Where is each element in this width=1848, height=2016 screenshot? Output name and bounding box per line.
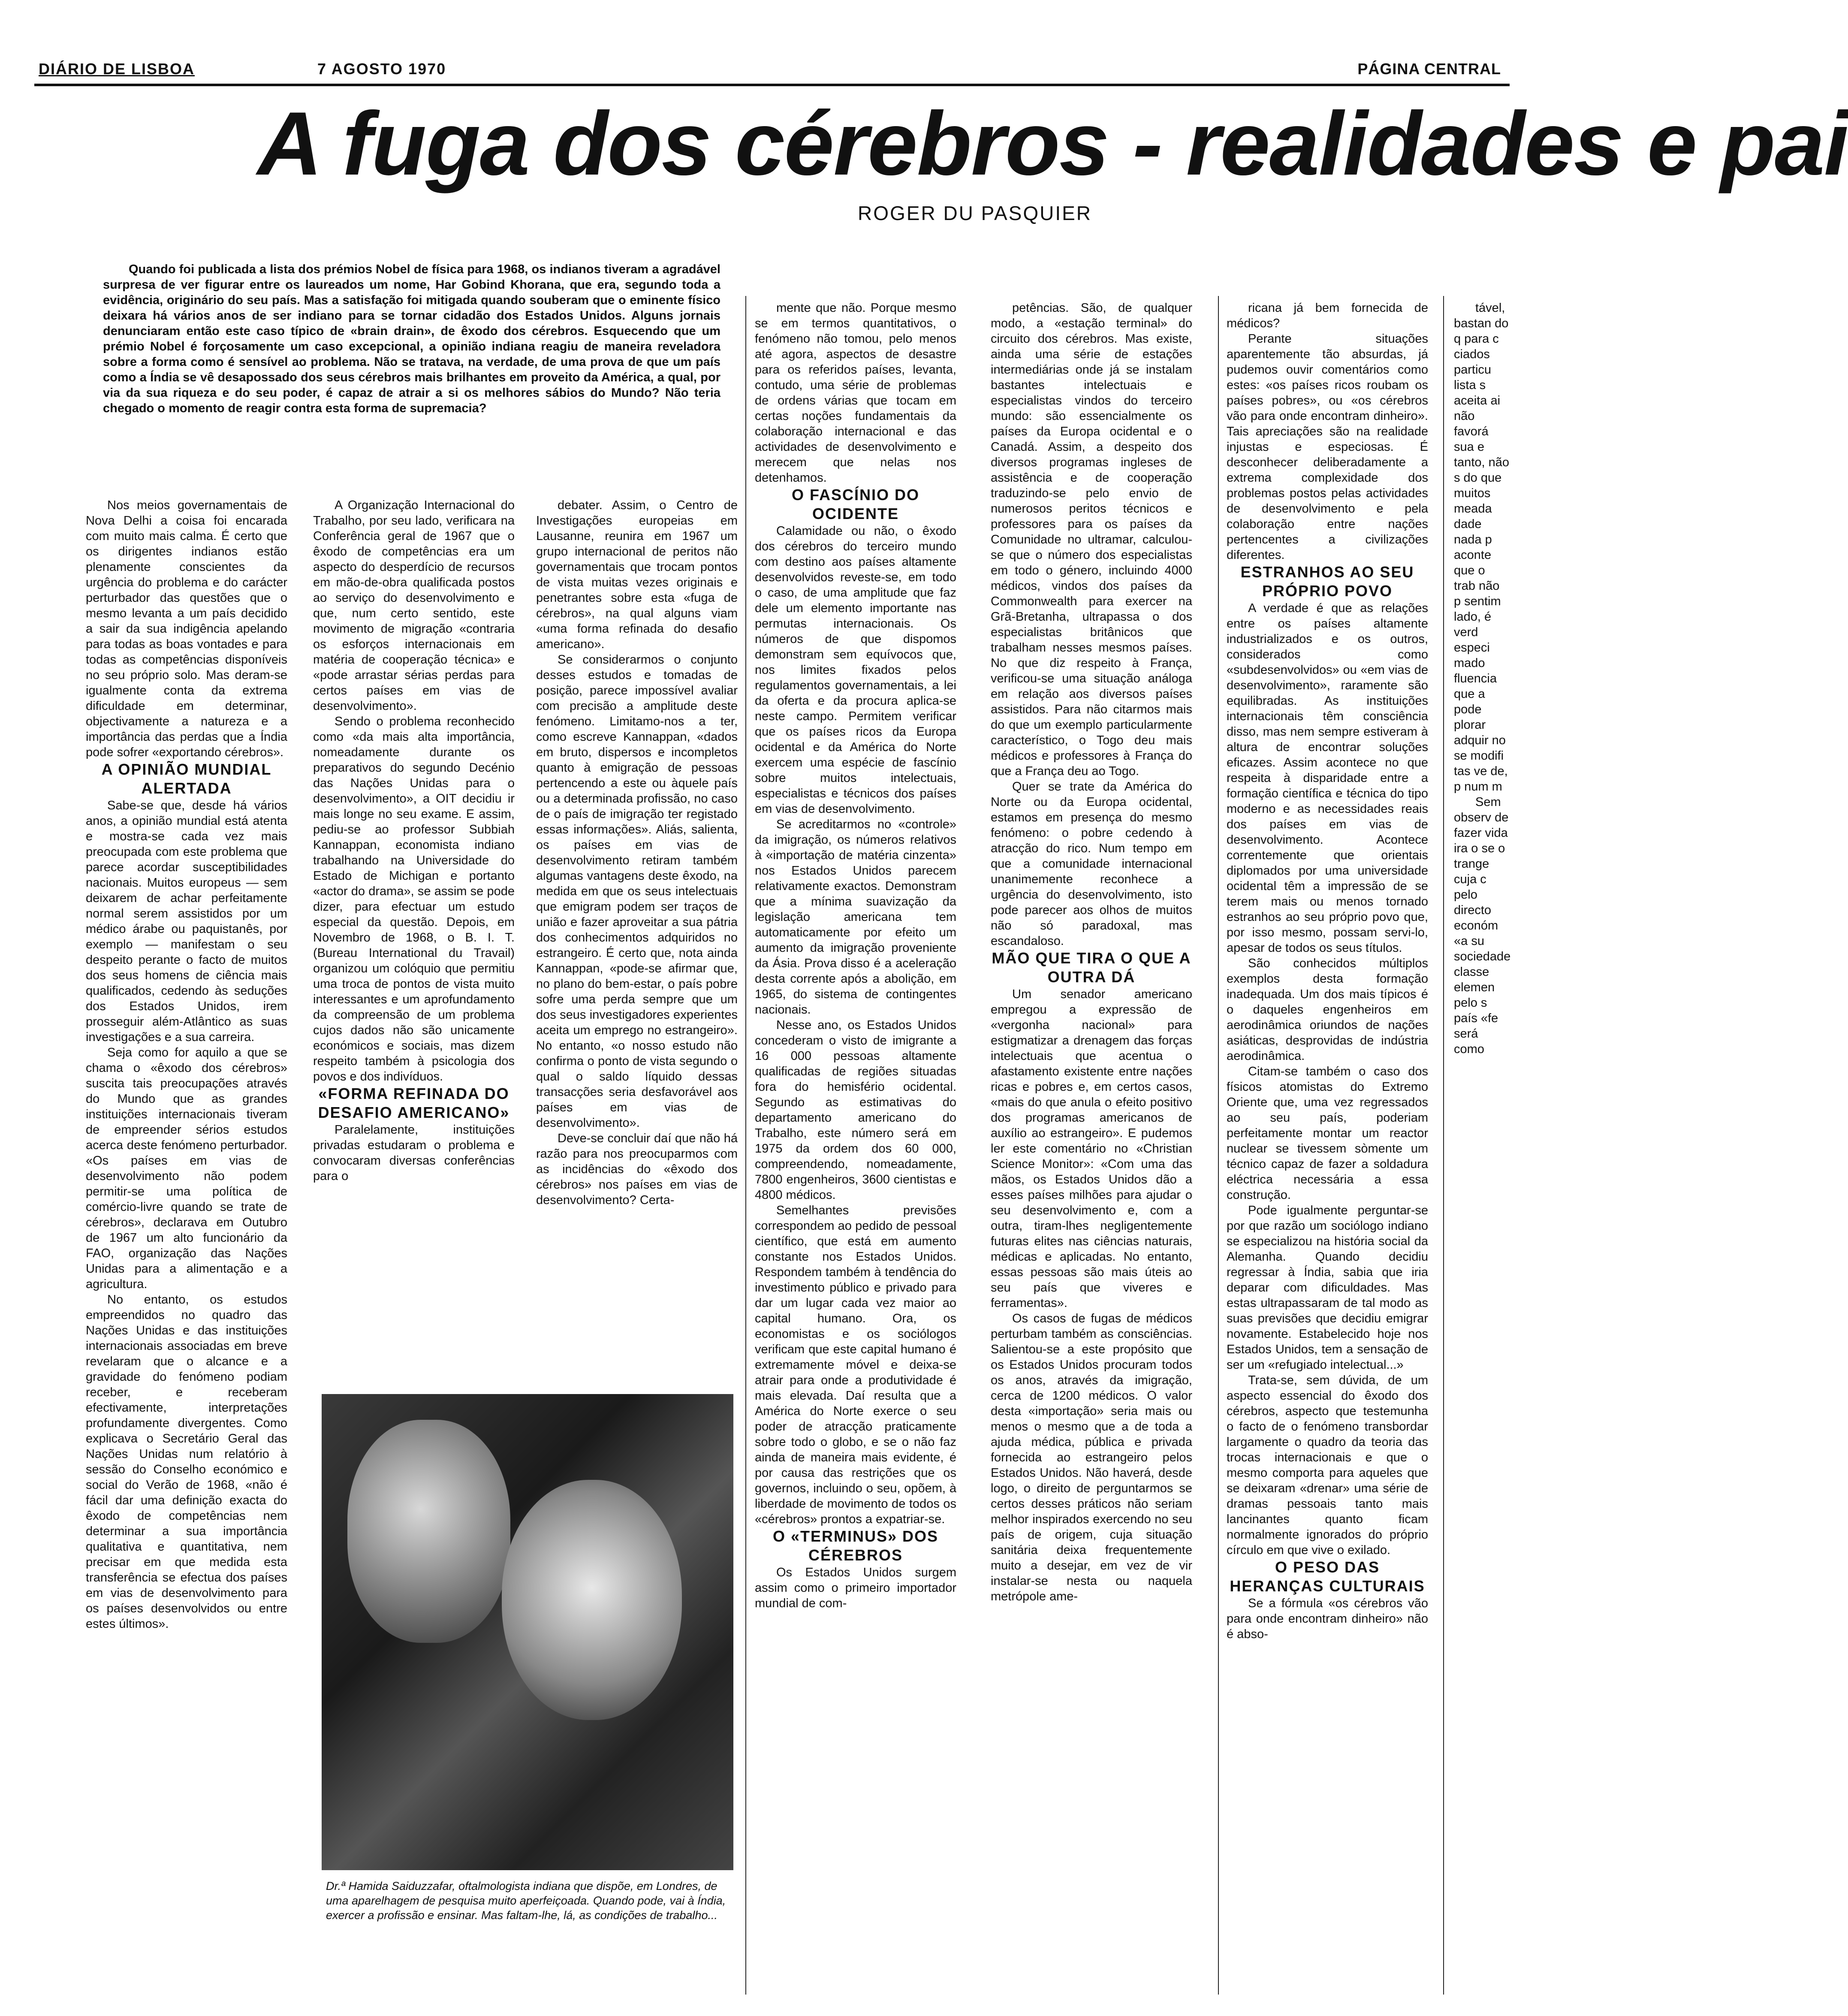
subhead: MÃO QUE TIRA O QUE A OUTRA DÁ	[992, 949, 1191, 986]
subhead: O «TERMINUS» DOS CÉREBROS	[772, 1527, 939, 1564]
photo-figure-doctor	[502, 1480, 682, 1720]
article-photo	[322, 1394, 733, 1870]
paragraph: No entanto, os estudos empreendidos no quadro das Nações Unidas e das instituições internacionais associadas em breve revelaram que o alcance e a gravidade do fenómeno podiam receber, e receberam efectivamente, interpretações profundamente divergentes. Como explicava o Secretário Geral das Nações Unidas num relatório à sessão do Conselho económico e social do Verão de 1968, «não é fácil dar uma definição exacta do êxodo de competências nem determinar a sua importância qualitativa e quantitativa, nem precisar em que medida esta transferência se efectua dos países em vias de desenvolvimento para os países desenvolvidos ou entre estes últimos».	[86, 1293, 287, 1631]
paragraph: Paralelamente, instituições privadas estudaram o problema e convocaram diversas conferências para o	[313, 1123, 515, 1183]
subhead: O FASCÍNIO DO OCIDENTE	[791, 486, 920, 522]
column-7-cropped	[1454, 300, 1510, 1995]
column-divider	[1443, 296, 1444, 1995]
paragraph: A verdade é que as relações entre os países altamente industrializados e os outros, considerados como «subdesenvolvidos» ou «em vias de desenvolvimento», raramente são equilibradas. As instituições internacionais têm consciência disso, mas nem sempre estiveram à altura de encontrar soluções eficazes. Assim acontece no que respeita à disparidade entre a formação científica e técnica do tipo moderno e as necessidades reais dos países em vias de desenvolvimento. Acontece correntemente que orientais diplomados por uma universidade ocidental têm a impressão de se terem mais ou menos tornado estranhos ao seu próprio povo que, por isso mesmo, possam servi-lo, apesar de todos os seus títulos.	[1227, 601, 1428, 955]
paragraph: Quer se trate da América do Norte ou da Europa ocidental, estamos em presença do mesmo fenómeno: o pobre cedendo à atracção do rico. Num tempo em que a comunidade internacional unanimemente reconhece a urgência do desenvolvimento, isto pode parecer aos olhos de muitos não só paradoxal, mas escandaloso.	[991, 780, 1192, 948]
subhead: «FORMA REFINADA DO DESAFIO AMERICANO»	[318, 1085, 510, 1121]
header-rule	[34, 84, 1510, 86]
paragraph: tável, bastan do q para c ciados particu lista s aceita ai não favorá sua e tanto, não s do que muitos meada dade nada p aconte que o trab não p sentim lado, é verd especi mado fluencia que a pode plorar adquir no se modifi tas ve de, p num m	[1454, 301, 1509, 794]
photo-figure-patient	[347, 1420, 510, 1643]
column-6	[1227, 300, 1428, 1995]
issue-date: 7 AGOSTO 1970	[317, 60, 446, 78]
column-3	[536, 498, 738, 1381]
photo-caption: Dr.ª Hamida Saiduzzafar, oftalmologista indiana que dispõe, em Londres, de uma aparelhagem de pesquisa muito aperfeiçoada. Quando pode, vai à Índia, exercer a profissão e ensinar. Mas faltam-lhe, lá, as condições de trabalho...	[326, 1880, 726, 1922]
page-header	[39, 60, 1510, 86]
paragraph: Nesse ano, os Estados Unidos concederam o visto de imigrante a 16 000 pessoas altamente qualificadas de regiões situadas fora do hemisfério ocidental. Segundo as estimativas do departamento americano do Trabalho, este número será em 1975 da ordem dos 60 000, compreendendo, nomeadamente, 7800 engenheiros, 3600 cientistas e 4800 médicos.	[755, 1018, 956, 1202]
paragraph: Nos meios governamentais de Nova Delhi a coisa foi encarada com muito mais calma. É certo que os dirigentes indianos estão plenamente conscientes da urgência do problema e do carácter perturbador das questões que o mesmo levanta a um país decidido a sair da sua indigência apelando para todas as boas vontades e para todas as competências disponíveis no seu próprio solo. Mas deram-se igualmente conta da extrema dificuldade em determinar, objectivamente a natureza e a importância das perdas que a Índia pode sofrer «exportando cérebros».	[86, 498, 287, 759]
column-5	[991, 300, 1192, 1995]
subhead: O PESO DAS HERANÇAS CULTURAIS	[1230, 1558, 1425, 1595]
paragraph: ricana já bem fornecida de médicos?	[1227, 301, 1428, 330]
paragraph: Perante situações aparentemente tão absurdas, já pudemos ouvir comentários como estes: «os países ricos roubam os países pobres», ou «os cérebros vão para onde encontram dinheiro». Tais apreciações são na realidade injustas e especiosas. É desconhecer deliberadamente a extrema complexidade dos problemas postos pelas actividades de desenvolvimento e pela colaboração entre nações pertencentes a civilizações diferentes.	[1227, 332, 1428, 562]
paragraph: debater. Assim, o Centro de Investigações europeias em Lausanne, reunira em 1967 um grupo internacional de peritos não governamentais que trocam pontos de vista muitas vezes originais e penetrantes sobre esta «fuga de cérebros», na qual alguns viam «uma forma refinada do desafio americano».	[536, 498, 738, 651]
article-headline: A fuga dos cérebros - realidades e pai	[257, 93, 1848, 194]
paragraph: Calamidade ou não, o êxodo dos cérebros do terceiro mundo com destino aos países altamente desenvolvidos reveste-se, em todo o caso, de uma amplitude que faz dele um elemento importante nas permutas internacionais. Os números de que dispomos demonstram sem equívocos que, nos limites fixados pelos regulamentos governamentais, a lei da oferta e da procura aplica-se neste campo. Permitem verificar que os países ricos da Europa ocidental e da América do Norte exercem uma espécie de fascínio sobre muitos intelectuais, especialistas e técnicos dos países em vias de desenvolvimento.	[755, 524, 956, 816]
paragraph: Seja como for aquilo a que se chama o «êxodo dos cérebros» suscita tais preocupações através do Mundo que as grandes instituições internacionais tiveram de empreender sérios estudos acerca deste fenómeno perturbador. «Os países em vias de desenvolvimento não podem permitir-se uma política de comércio-livre quando se trate de cérebros», declarava em Outubro de 1967 um alto funcionário da FAO, organização das Nações Unidas para a alimentação e a agricultura.	[86, 1046, 287, 1291]
paragraph: Um senador americano empregou a expressão de «vergonha nacional» para estigmatizar a drenagem das forças intelectuais que acentua o afastamento existente entre nações ricas e pobres e, em certos casos, «mais do que anula o efeito positivo dos programas americanos de auxílio ao estrangeiro». E pudemos ler este comentário no «Christian Science Monitor»: «Com uma das mãos, os Estados Unidos dão a esses países milhões para ajudar o seu desenvolvimento e, com a outra, tiram-lhes negligentemente futuras elites nas ciências naturais, médicas e aplicadas. No entanto, essas pessoas são mais úteis ao seu país que viveres e ferramentas».	[991, 987, 1192, 1310]
article-byline: ROGER DU PASQUIER	[858, 202, 1092, 224]
paragraph: Os Estados Unidos surgem assim como o primeiro importador mundial de com-	[755, 1566, 956, 1610]
paragraph: Semelhantes previsões correspondem ao pedido de pessoal científico, que está em aumento constante nos Estados Unidos. Respondem também à tendência do investimento público e privado para dar um lugar cada vez maior ao capital humano. Ora, os economistas e os sociólogos verificam que este capital humano é extremamente móvel e deixa-se atrair para onde a produtividade é mais elevada. Daí resulta que a América do Norte exerce o seu poder de atracção praticamente sobre todo o globo, e se o não faz ainda de maneira mais evidente, é por causa das restrições que os governos, incluindo o seu, opõem, à liberdade de movimento de todos os «cérebros» prontos a expatriar-se.	[755, 1204, 956, 1526]
paragraph: Pode igualmente perguntar-se por que razão um sociólogo indiano se especializou na história social da Alemanha. Quando decidiu regressar à Índia, sabia que iria deparar com dificuldades. Mas estas ultrapassaram de tal modo as suas previsões que decidiu emigrar novamente. Estabelecido hoje nos Estados Unidos, tem a sensação de ser um «refugiado intelectual...»	[1227, 1204, 1428, 1372]
section-label: PÁGINA CENTRAL	[1357, 60, 1501, 78]
paragraph: Citam-se também o caso dos físicos atomistas do Extremo Oriente que, uma vez regressados ao seu país, poderiam perfeitamente montar um reactor nuclear se tivessem sòmente um técnico capaz de fazer a soldadura eléctrica necessária a essa construção.	[1227, 1065, 1428, 1202]
paragraph: Trata-se, sem dúvida, de um aspecto essencial do êxodo dos cérebros, aspecto que testemunha o facto de o fenómeno transbordar largamente o quadro da teoria das trocas internacionais e que o mesmo comporta para aqueles que se deixaram «drenar» uma série de dramas pessoais tanto mais lancinantes quanto ficam normalmente ignorados do próprio círculo em que vive o exilado.	[1227, 1373, 1428, 1557]
paragraph: A Organização Internacional do Trabalho, por seu lado, verificara na Conferência geral de 1967 que o êxodo de competências era um aspecto do desperdício de recursos em mão-de-obra qualificada postos ao serviço do desenvolvimento e que, num certo sentido, este movimento de migração «contraria os esforços internacionais em matéria de cooperação técnica» e «pode arrastar sérias perdas para certos países em vias de desenvolvimento».	[313, 498, 515, 713]
column-2	[313, 498, 515, 1381]
paragraph: São conhecidos múltiplos exemplos desta formação inadequada. Um dos mais típicos é o daqueles engenheiros em aerodinâmica oriundos de nações asiáticas, desprovidas de indústria aerodinâmica.	[1227, 957, 1428, 1063]
article-lead: Quando foi publicada a lista dos prémios Nobel de física para 1968, os indianos tiveram a agradável surpresa de ver figurar entre os laureados um nome, Har Gobind Khorana, que era, segundo toda a evidência, originário do seu país. Mas a satisfação foi mitigada quando souberam que o eminente físico deixara há vários anos de ser indiano para se tornar cidadão dos Estados Unidos. Alguns jornais denunciaram então este caso típico de «brain drain», de êxodo dos cérebros. Esquecendo que um prémio Nobel é forçosamente um caso excepcional, a opinião indiana reagiu de maneira reveladora sobre a forma como é sensível ao problema. Não se tratava, na verdade, de uma prova de que um país como a Índia se vê desapossado dos seus cérebros mais brilhantes em proveito da América, a qual, por via da sua riqueza e do seu poder, é capaz de atrair a si os melhores sábios do Mundo? Não teria chegado o momento de reagir contra esta forma de supremacia?	[103, 263, 721, 415]
paragraph: Sabe-se que, desde há vários anos, a opinião mundial está atenta e mostra-se cada vez mais preocupada com este problema que parece acordar susceptibilidades nacionais. Muitos europeus — sem deixarem de achar perfeitamente normal serem assistidos por um médico árabe ou paquistanês, por exemplo — manifestam o seu despeito perante o facto de muitos dos seus homens de ciência mais qualificados, cedendo às seduções dos Estados Unidos, irem prosseguir além-Atlântico as suas investigações e a sua carreira.	[86, 799, 287, 1044]
column-1	[86, 498, 287, 1995]
paragraph: petências. São, de qualquer modo, a «estação terminal» do circuito dos cérebros. Mas existe, ainda uma série de estações intermediárias onde já se instalam bastantes intelectuais e especialistas vindos do terceiro mundo: são essencialmente os países da Europa ocidental e o Canadá. Assim, a despeito dos diversos programas ingleses de assistência e de cooperação traduzindo-se pelo envio de numerosos peritos técnicos e professores para os países da Comunidade no ultramar, calculou-se que o número dos especialistas em todo o género, incluindo 4000 médicos, vindos dos países da Commonwealth para exercer na Grã-Bretanha, ultrapassa o dos especialistas britânicos que trabalham nesses mesmos países. No que diz respeito à França, verificou-se uma situação análoga em relação aos diversos países assistidos. Para não citarmos mais do que um exemplo particularmente característico, o Togo deu mais médicos e professores à França do que a França deu ao Togo.	[991, 301, 1192, 778]
column-4	[755, 300, 956, 1995]
newspaper-name: DIÁRIO DE LISBOA	[39, 60, 195, 78]
paragraph: Se acreditarmos no «controle» da imigração, os números relativos à «importação de matéria cinzenta» nos Estados Unidos parecem relativamente exactos. Demonstram que a mínima suavização da legislação americana tem automaticamente por efeito um aumento da imigração proveniente da Ásia. Prova disso é a aceleração desta corrente após a abolição, em 1965, do sistema de contingentes nacionais.	[755, 818, 956, 1017]
paragraph: Sendo o problema reconhecido como «da mais alta importância, nomeadamente durante os preparativos do segundo Decénio das Nações Unidas para o desenvolvimento», a OIT decidiu ir mais longe no seu exame. E assim, pediu-se ao professor Subbiah Kannappan, economista indiano trabalhando na Universidade do Estado de Michigan e portanto «actor do drama», se assim se pode dizer, para efectuar um estudo especial da questão. Depois, em Novembro de 1968, o B. I. T. (Bureau International du Travail) organizou um colóquio que permitiu uma troca de pontos de vista muito interessantes e um aprofundamento da compreensão de um problema cujos dados não são unicamente económicos e sociais, mas dizem respeito também à psicologia dos povos e dos indivíduos.	[313, 715, 515, 1083]
paragraph: Os casos de fugas de médicos perturbam também as consciências. Salientou-se a este propósito que os Estados Unidos procuram todos os anos, através da imigração, cerca de 1200 médicos. O valor desta «importação» seria mais ou menos o mesmo que a de toda a ajuda médica, pública e privada fornecida ao estrangeiro pelos Estados Unidos. Não haverá, desde logo, o direito de perguntarmos se certos desses práticos não seriam melhor inspirados exercendo no seu país de origem, cuja situação sanitária deixa frequentemente muito a desejar, em vez de vir instalar-se nesta ou naquela metrópole ame-	[991, 1312, 1192, 1603]
subhead: A OPINIÃO MUNDIAL ALERTADA	[101, 761, 272, 797]
paragraph: Se considerarmos o conjunto desses estudos e tomadas de posição, parece impossível avaliar com precisão a amplitude deste fenómeno. Limitamo-nos a ter, como escreve Kannappan, «dados em bruto, dispersos e incompletos quanto à emigração de pessoas pertencendo a este ou àquele país ou a determinada profissão, no caso de o país de imigração ter registado essas informações». Aliás, salienta, os países em vias de desenvolvimento retiram também algumas vantagens deste êxodo, na medida em que os seus intelectuais que emigram podem ser traços de união e fazer aproveitar a sua pátria dos conhecimentos adquiridos no estrangeiro. É certo que, nota ainda Kannappan, «pode-se afirmar que, no plano do bem-estar, o país pobre sofre uma perda sempre que um dos seus investigadores experientes aceita um emprego no estrangeiro». No entanto, «o nosso estudo não confirma o ponto de vista segundo o qual o saldo líquido dessas transacções seria desfavorável aos países em vias de desenvolvimento».	[536, 653, 738, 1130]
paragraph: Sem observ de fazer vida ira o se o trange cuja c pelo directo económ «a su sociedade classe elemen pelo s país «fe será como	[1454, 795, 1511, 1056]
paragraph: Se a fórmula «os cérebros vão para onde encontram dinheiro» não é abso-	[1227, 1597, 1428, 1641]
paragraph: mente que não. Porque mesmo se em termos quantitativos, o fenómeno não tomou, pelo menos até agora, aspectos de desastre para os referidos países, levanta, contudo, uma série de problemas de ordens várias que tocam em certas noções fundamentais da colaboração internacional e das actividades de desenvolvimento e merecem que nelas nos detenhamos.	[755, 301, 956, 485]
paragraph: Deve-se concluir daí que não há razão para nos preocuparmos com as incidências do «êxodo dos cérebros» nos países em vias de desenvolvimento? Certa-	[536, 1132, 738, 1207]
subhead: ESTRANHOS AO SEU PRÓPRIO POVO	[1240, 563, 1414, 600]
column-divider	[1218, 296, 1219, 1995]
column-divider	[745, 296, 746, 1995]
